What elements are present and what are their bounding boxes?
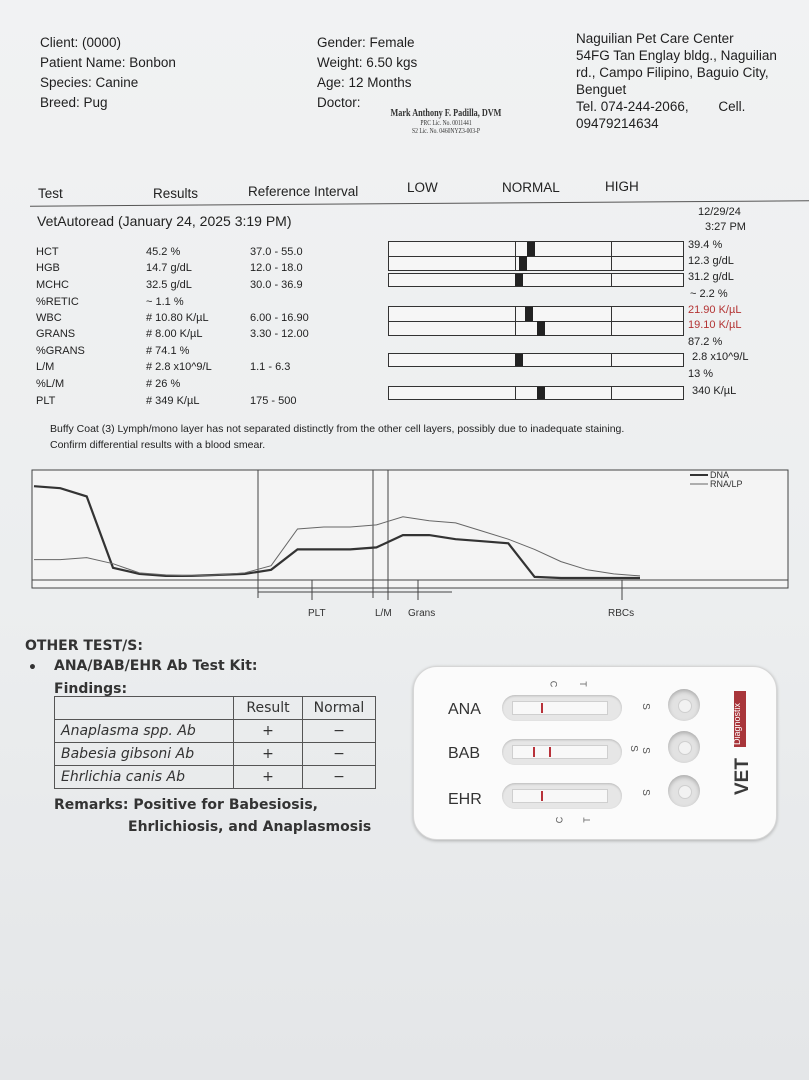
chart-frame [32, 470, 788, 588]
range-bar-hct-hgb [388, 241, 684, 271]
range-bar-plt [388, 386, 684, 400]
col-high: HIGH [605, 179, 639, 194]
finding-name: Ehrlichia canis Ab [55, 766, 234, 789]
test-result: 32.5 g/dL [146, 279, 192, 291]
finding-normal: − [303, 743, 376, 766]
previous-result: 87.2 % [688, 336, 723, 348]
finding-name: Babesia gibsoni Ab [55, 743, 234, 766]
clinic-address-2: rd., Campo Filipino, Baguio City, [576, 65, 769, 80]
clinic-cell-label: Cell. [718, 99, 746, 114]
patient-breed: Breed: Pug [40, 95, 108, 110]
kit-title: ANA/BAB/EHR Ab Test Kit: [54, 658, 258, 674]
clinic-cell: 09479214634 [576, 116, 659, 131]
clinic-name: Naguilian Pet Care Center [576, 31, 734, 46]
plt-marker [537, 387, 545, 399]
wbc-marker [525, 307, 533, 321]
run-title: VetAutoread (January 24, 2025 3:19 PM) [37, 213, 292, 229]
legend-dna: DNA [710, 470, 730, 480]
table-row [55, 743, 376, 766]
previous-result: 12.3 g/dL [688, 255, 734, 267]
previous-result: 2.8 x10^9/L [692, 351, 749, 363]
previous-result: 39.4 % [688, 239, 723, 251]
grans-marker [537, 321, 545, 336]
sample-well [668, 731, 700, 763]
sample-label: S [627, 745, 639, 752]
test-result: # 8.00 K/µL [146, 328, 203, 340]
test-name: %GRANS [36, 345, 85, 357]
clinic-info [576, 30, 806, 132]
finding-name: Anaplasma spp. Ab [55, 720, 234, 743]
doctor-label: Doctor: [317, 95, 361, 110]
reference-interval: 37.0 - 55.0 [250, 246, 303, 258]
other-tests-heading: OTHER TEST/S: [25, 638, 143, 654]
control-line [541, 791, 543, 801]
reference-interval: 3.30 - 12.00 [250, 328, 309, 340]
patient-weight: Weight: 6.50 kgs [317, 55, 418, 70]
legend-rna-lp: RNA/LP [710, 479, 743, 489]
test-name: WBC [36, 312, 62, 324]
strip-label-ana: ANA [448, 701, 481, 718]
hgb-marker [519, 256, 527, 271]
test-kit-cassette [413, 666, 777, 840]
chart-marker-label: L/M [375, 608, 392, 619]
control-label-top: C [548, 680, 559, 688]
test-name: %L/M [36, 378, 65, 390]
finding-normal: − [303, 766, 376, 789]
test-name: HCT [36, 246, 59, 258]
bullet: • [28, 660, 37, 676]
previous-result: 19.10 K/µL [688, 319, 742, 331]
test-name: MCHC [36, 279, 69, 291]
vet-diagnostix-logo [730, 687, 754, 799]
previous-run-time: 3:27 PM [705, 221, 746, 233]
previous-result: 340 K/µL [692, 385, 737, 397]
test-result: # 2.8 x10^9/L [146, 361, 212, 373]
table-row [55, 766, 376, 789]
strip-window-ehr [502, 783, 622, 809]
reference-interval: 1.1 - 6.3 [250, 361, 291, 373]
reference-interval: 175 - 500 [250, 395, 297, 407]
col-low: LOW [407, 180, 438, 195]
finding-normal: − [303, 720, 376, 743]
clinic-phone-line [576, 98, 806, 115]
doctor-prc: PRC Lic. No. 0011441 [420, 119, 472, 127]
chart-marker-label: Grans [408, 608, 436, 619]
sample-label: S [639, 747, 651, 754]
previous-result: 13 % [688, 368, 714, 380]
sample-well [668, 689, 700, 721]
clinic-address-3: Benguet [576, 82, 627, 97]
range-bar-lm [388, 353, 684, 367]
findings-label: Findings: [54, 681, 128, 697]
test-name: HGB [36, 262, 60, 274]
control-label-bottom: C [554, 816, 565, 824]
test-label-top: T [577, 681, 588, 687]
previous-result: ~ 2.2 % [690, 288, 728, 300]
test-result: # 74.1 % [146, 345, 190, 357]
test-result: # 26 % [146, 378, 181, 390]
control-line [541, 703, 543, 713]
findings-col-result: Result [234, 697, 303, 720]
strip-window-ana [502, 695, 622, 721]
test-line [549, 747, 551, 757]
test-name: %RETIC [36, 296, 79, 308]
buffy-coat-chart [0, 462, 809, 624]
header-divider [30, 200, 809, 206]
col-reference: Reference Interval [248, 184, 359, 199]
range-bar-wbc-grans [388, 306, 684, 336]
hct-marker [527, 242, 535, 256]
finding-result: + [234, 743, 303, 766]
findings-table [54, 696, 376, 789]
reference-interval: 12.0 - 18.0 [250, 262, 303, 274]
patient-details [317, 33, 417, 113]
patient-species: Species: Canine [40, 75, 139, 90]
doctor-s2: S2 Lic. No. 0460NYZ3-003-P [412, 127, 480, 135]
findings-header-row [55, 697, 376, 720]
buffy-coat-note: Buffy Coat (3) Lymph/mono layer has not separated distinctly from the other cell layers, possibly due to inadequate staining. Confirm differential results with a blood smear. [50, 423, 625, 451]
test-result: # 349 K/µL [146, 395, 200, 407]
test-result: 45.2 % [146, 246, 181, 258]
test-name: GRANS [36, 328, 76, 340]
strip-label-bab: BAB [448, 745, 481, 762]
brand-name: VET [732, 758, 753, 795]
sample-well [668, 775, 700, 807]
test-result: # 10.80 K/µL [146, 312, 209, 324]
test-result: 14.7 g/dL [146, 262, 192, 274]
patient-age: Age: 12 Months [317, 75, 412, 90]
test-name: PLT [36, 395, 56, 407]
reference-interval: 30.0 - 36.9 [250, 279, 303, 291]
previous-result: 31.2 g/dL [688, 271, 734, 283]
findings-col-normal: Normal [303, 697, 376, 720]
test-name: L/M [36, 361, 55, 373]
finding-result: + [234, 766, 303, 789]
clinic-address-1: 54FG Tan Englay bldg., Naguilian [576, 48, 777, 63]
finding-result: + [234, 720, 303, 743]
doctor-name: Mark Anthony F. Padilla, DVM [390, 108, 502, 119]
doctor-signature-stamp [366, 108, 526, 135]
test-label-bottom: T [581, 817, 592, 823]
mchc-marker [515, 274, 523, 286]
col-normal: NORMAL [502, 180, 560, 195]
remarks-line-1: Remarks: Positive for Babesiosis, [54, 797, 318, 813]
sample-label: S [639, 703, 651, 710]
chart-marker-label: RBCs [608, 608, 635, 619]
col-test: Test [38, 186, 63, 201]
sample-label: S [639, 789, 651, 796]
patient-gender: Gender: Female [317, 35, 415, 50]
patient-info [40, 33, 176, 113]
previous-run-date: 12/29/24 [698, 206, 741, 218]
test-result: ~ 1.1 % [146, 296, 184, 308]
control-line [533, 747, 535, 757]
chart-marker-label: PLT [308, 608, 326, 619]
patient-name: Patient Name: Bonbon [40, 55, 176, 70]
brand-sub: Diagnostix [732, 702, 742, 745]
table-row [55, 720, 376, 743]
reference-interval: 6.00 - 16.90 [250, 312, 309, 324]
clinic-tel: Tel. 074-244-2066, [576, 99, 689, 114]
col-results: Results [153, 186, 199, 201]
client-id: Client: (0000) [40, 35, 122, 50]
remarks-line-2: Ehrlichiosis, and Anaplasmosis [128, 819, 372, 835]
range-bar-mchc [388, 273, 684, 287]
strip-label-ehr: EHR [448, 791, 482, 808]
previous-result: 21.90 K/µL [688, 304, 742, 316]
lm-marker [515, 354, 523, 366]
strip-window-bab [502, 739, 622, 765]
